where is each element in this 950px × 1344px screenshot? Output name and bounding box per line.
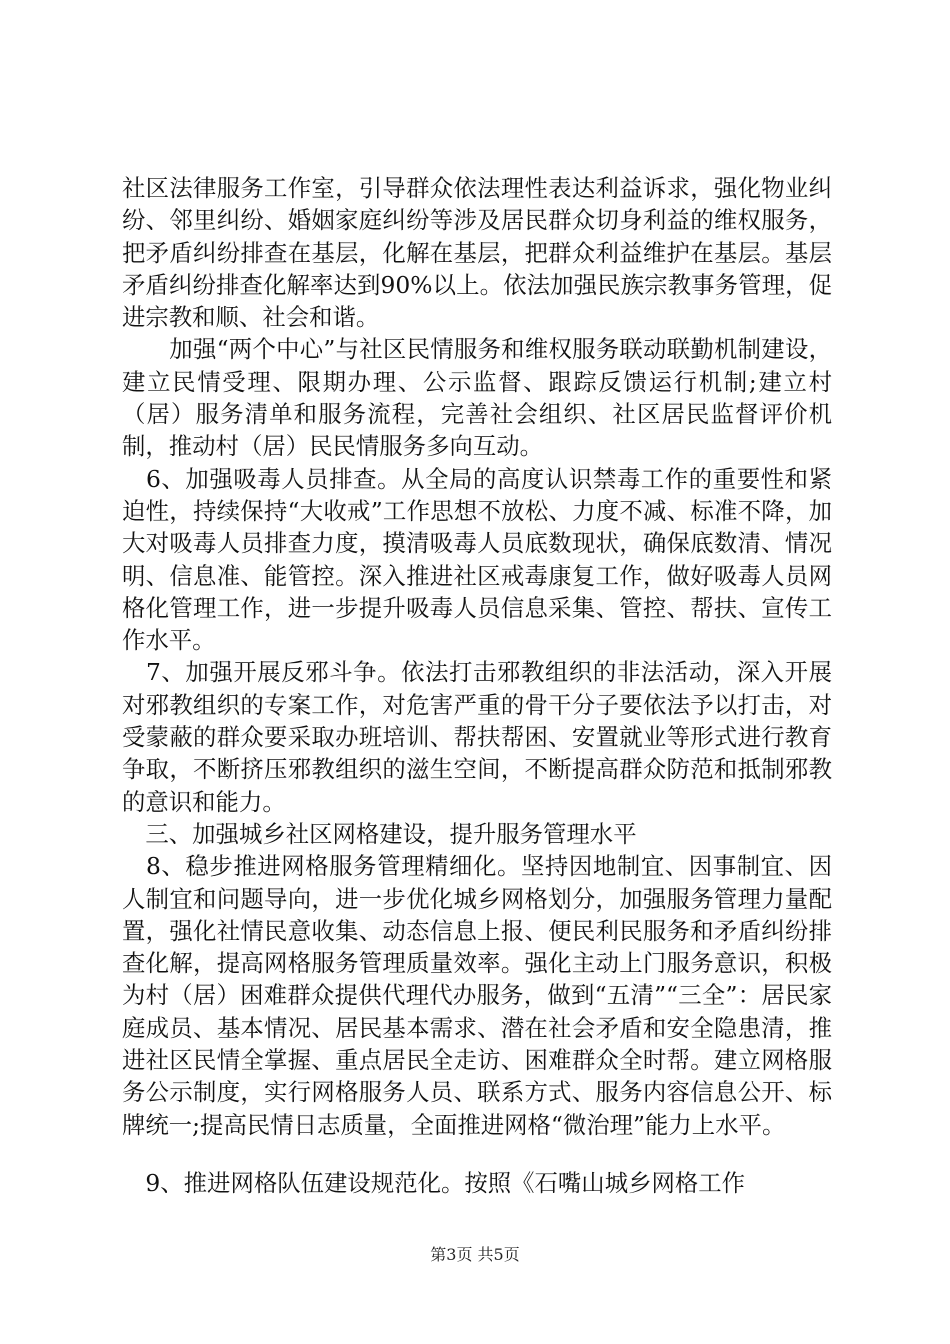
paragraph-item-7: 7、加强开展反邪斗争。依法打击邪教组织的非法活动，深入开展对邪教组织的专案工作，对危害严重的骨干分子要依法予以打击，对受蒙蔽的群众要采取办班培训、帮扶帮困、安置就业等形式进行教育争取，不断挤压邪教组织的滋生空间，不断提高群众防范和抵制邪教的意识和能力。 — [122, 658, 832, 816]
paragraph-two-centers: 加强“两个中心”与社区民情服务和维权服务联动联勤机制建设，建立民情受理、限期办理、公示监督、跟踪反馈运行机制;建立村（居）服务清单和服务流程，完善社会组织、社区居民监督评价机制，推动村（居）民民情服务多向互动。 — [122, 335, 832, 461]
paragraph-item-9: 9、推进网格队伍建设规范化。按照《石嘴山城乡网格工作 — [122, 1168, 746, 1197]
paragraph-item-8: 8、稳步推进网格服务管理精细化。坚持因地制宜、因事制宜、因人制宜和问题导向，进一步优化城乡网格划分，加强服务管理力量配置，强化社情民意收集、动态信息上报、便民利民服务和矛盾纠纷排查化解，提高网格服务管理质量效率。强化主动上门服务意识，积极为村（居）困难群众提供代理代办服务，做到“五清”“三全”：居民家庭成员、基本情况、居民基本需求、潜在社会矛盾和安全隐患清，推进社区民情全掌握、重点居民全走访、困难群众全时帮。建立网格服务公示制度，实行网格服务人员、联系方式、服务内容信息公开、标牌统一;提高民情日志质量，全面推进网格“微治理”能力上水平。 — [122, 852, 832, 1139]
paragraph-legal-service: 社区法律服务工作室，引导群众依法理性表达利益诉求，强化物业纠纷、邻里纠纷、婚姻家庭纠纷等涉及居民群众切身利益的维权服务，把矛盾纠纷排查在基层，化解在基层，把群众利益维护在基层。基层矛盾纠纷排查化解率达到90%以上。依法加强民族宗教事务管理，促进宗教和顺、社会和谐。 — [122, 174, 832, 332]
document-body — [122, 172, 832, 1199]
paragraph-item-6: 6、加强吸毒人员排查。从全局的高度认识禁毒工作的重要性和紧迫性，持续保持“大收戒”工作思想不放松、力度不减、标准不降，加大对吸毒人员排查力度，摸清吸毒人员底数现状，确保底数清、情况明、信息准、能管控。深入推进社区戒毒康复工作，做好吸毒人员网格化管理工作，进一步提升吸毒人员信息采集、管控、帮扶、宣传工作水平。 — [122, 464, 832, 655]
page-number-footer: 第3页 共5页 — [430, 1245, 520, 1264]
paragraph-spacer — [122, 1141, 832, 1167]
section-heading-3: 三、加强城乡社区网格建设，提升服务管理水平 — [122, 819, 637, 848]
